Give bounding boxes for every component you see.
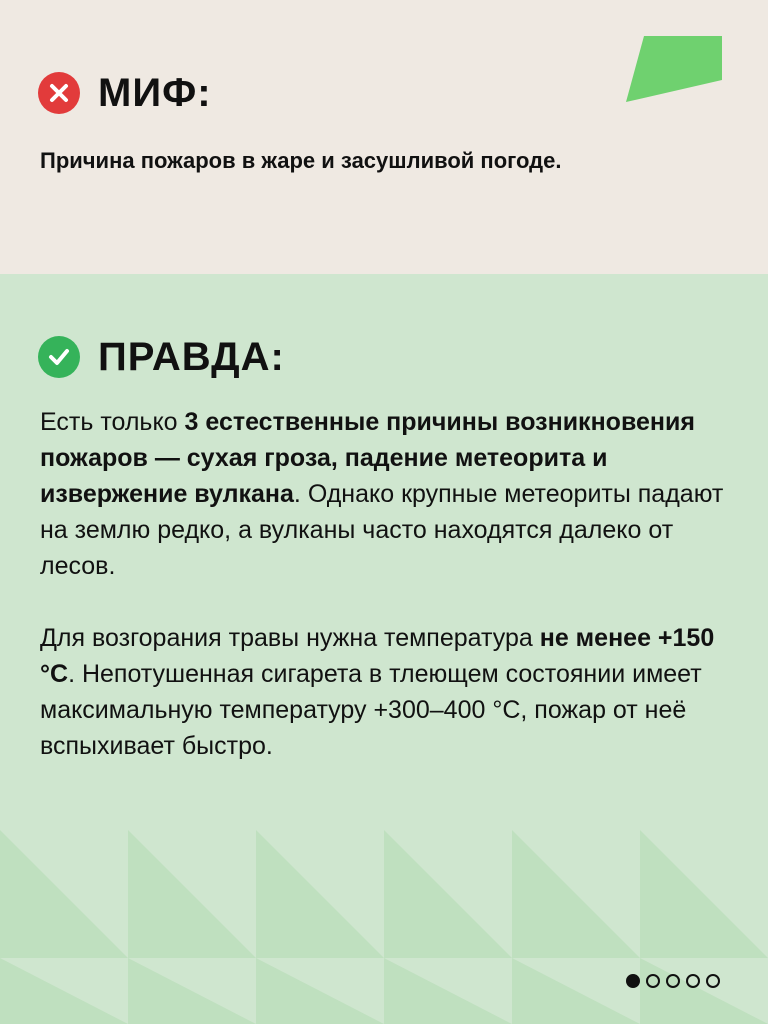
- page-dot[interactable]: [686, 974, 700, 988]
- paragraph-2-intro: Для возгорания травы нужна температура: [40, 624, 540, 652]
- decorative-accent-shape: [626, 36, 722, 102]
- myth-heading-row: [38, 72, 212, 114]
- page-dot[interactable]: [646, 974, 660, 988]
- truth-paragraph-2: [40, 620, 740, 764]
- check-icon: [38, 336, 80, 378]
- truth-title: ПРАВДА:: [98, 335, 285, 379]
- close-icon: [38, 72, 80, 114]
- paragraph-1-rest: . Однако крупные метеориты падают на землю редко, а вулканы часто находятся далеко от лесов.: [40, 480, 724, 580]
- paragraph-2-bold: не менее +150 °C: [40, 624, 715, 688]
- myth-text: Причина пожаров в жаре и засушливой погоде.: [40, 148, 562, 173]
- truth-text: [40, 404, 740, 764]
- truth-heading-row: [38, 336, 285, 378]
- paragraph-1-bold: 3 естественные причины возникновения пожаров — сухая гроза, падение метеорита и извержение вулкана: [40, 408, 695, 508]
- myth-title: МИФ:: [98, 71, 212, 115]
- truth-paragraph-1: [40, 404, 740, 584]
- paragraph-2-rest: . Непотушенная сигарета в тлеющем состоянии имеет максимальную температуру +300–400 °C, пожар от неё вспыхивает быстро.: [40, 660, 702, 760]
- page-dot[interactable]: [706, 974, 720, 988]
- paragraph-1-intro: Есть только: [40, 408, 185, 436]
- decorative-triangle-pattern: [0, 830, 768, 1024]
- page-indicator: [626, 974, 720, 988]
- page-dot[interactable]: [626, 974, 640, 988]
- page-dot[interactable]: [666, 974, 680, 988]
